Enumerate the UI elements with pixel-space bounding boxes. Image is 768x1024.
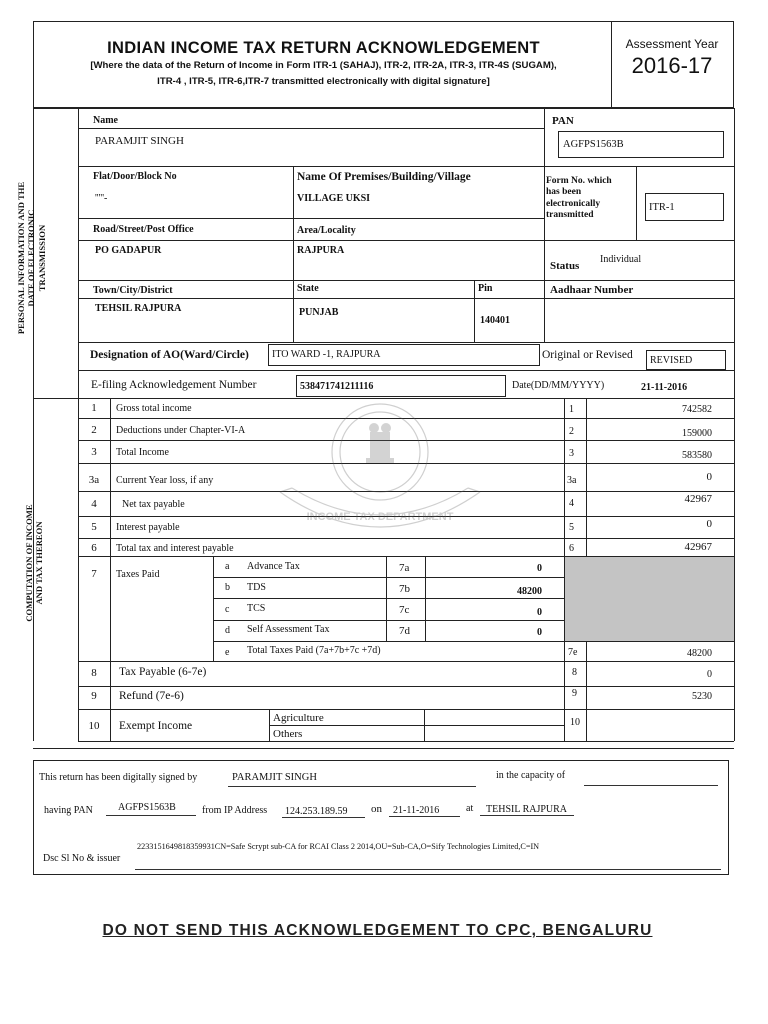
flat-value: '''''- (95, 193, 108, 204)
status-label: Status (550, 260, 580, 272)
exempt-agriculture: Agriculture (273, 712, 324, 724)
right-border (734, 108, 735, 741)
row-ref: 3 (569, 448, 574, 459)
grid-line (213, 641, 734, 642)
signed-by-label: This return has been digitally signed by (39, 772, 198, 783)
pan-label: PAN (552, 115, 574, 127)
aadhaar-label: Aadhaar Number (550, 284, 634, 296)
item-label: TDS (247, 582, 266, 593)
grid-line (78, 128, 544, 129)
taxes-paid-label: Taxes Paid (116, 569, 160, 580)
row-ref: 1 (569, 404, 574, 415)
row-value: 0 (707, 669, 712, 680)
row-no: 1 (91, 402, 97, 414)
row-label: Deductions under Chapter-VI-A (116, 425, 246, 436)
row-label: Refund (7e-6) (119, 690, 184, 702)
total-label: Total Taxes Paid (7a+7b+7c +7d) (247, 645, 381, 656)
side-label-personal: PERSONAL INFORMATION AND THE DATE OF ELECTRONIC TRANSMISSION (16, 181, 47, 335)
item-letter: c (225, 604, 230, 615)
total-letter: e (225, 647, 230, 658)
ip-underline (282, 817, 365, 818)
grid-line (213, 577, 564, 578)
date-label: Date(DD/MM/YYYY) (512, 380, 605, 391)
signature-pan: AGFPS1563B (118, 802, 176, 813)
grid-line (110, 398, 111, 741)
orig-rev-value: REVISED (650, 355, 693, 366)
state-label: State (297, 283, 319, 294)
assessment-year-label: Assessment Year (625, 37, 719, 51)
efiling-label: E-filing Acknowledgement Number (91, 379, 257, 391)
capacity-underline (584, 785, 718, 786)
page-title: INDIAN INCOME TAX RETURN ACKNOWLEDGEMENT (107, 39, 540, 57)
status-value: Individual (600, 254, 642, 265)
assessment-year: 2016-17 (631, 53, 713, 78)
grid-line (78, 661, 734, 662)
on-label: on (371, 803, 382, 815)
item-letter: a (225, 561, 230, 572)
row-no: 9 (91, 690, 97, 702)
page-subtitle-line1: [Where the data of the Return of Income in Form ITR-1 (SAHAJ), ITR-2, ITR-2A, ITR-3, ITR-4S (SUGAM), (90, 60, 557, 71)
ip-value: 124.253.189.59 (285, 806, 348, 817)
area-label: Area/Locality (297, 225, 356, 236)
item-value: 0 (537, 627, 542, 638)
row-no: 10 (88, 720, 100, 732)
ao-label: Designation of AO(Ward/Circle) (90, 349, 249, 361)
row-value: 583580 (682, 450, 712, 461)
row-label: Net tax payable (122, 499, 185, 510)
row-label: Exempt Income (119, 720, 193, 732)
taxes-paid-no: 7 (91, 568, 97, 580)
row-value: 742582 (682, 404, 712, 415)
grid-line (78, 370, 734, 371)
row-ref: 3a (567, 475, 577, 486)
side-label-computation: COMPUTATION OF INCOME AND TAX THEREON (24, 504, 45, 622)
row-value: 42967 (684, 493, 712, 505)
row-label: Tax Payable (6-7e) (119, 666, 207, 678)
signed-by-underline (228, 786, 476, 787)
grid-line (544, 108, 545, 342)
area-value: RAJPURA (297, 245, 345, 256)
form-no-value: ITR-1 (649, 202, 675, 213)
name-label: Name (93, 115, 118, 126)
grid-line (78, 218, 544, 219)
item-label: Self Assessment Tax (247, 624, 330, 635)
pin-label: Pin (478, 283, 493, 294)
item-value: 48200 (517, 586, 542, 597)
state-value: PUNJAB (299, 307, 339, 318)
grid-line (269, 725, 564, 726)
row-no: 8 (91, 667, 97, 679)
exempt-others: Others (273, 728, 303, 740)
item-ref: 7b (399, 583, 410, 595)
ao-value: ITO WARD -1, RAJPURA (272, 349, 381, 360)
grid-line (544, 240, 734, 241)
premises-label: Name Of Premises/Building/Village (297, 171, 471, 183)
row-label: Gross total income (116, 403, 192, 414)
row-value: 0 (706, 471, 712, 483)
grid-line (78, 709, 734, 710)
dsc-underline (135, 869, 721, 870)
row-ref: 10 (570, 717, 580, 728)
town-value: TEHSIL RAJPURA (95, 303, 182, 314)
grid-line (636, 166, 637, 240)
row-no: 5 (91, 521, 97, 533)
row-ref: 9 (572, 688, 577, 699)
date-underline (389, 816, 460, 817)
row-ref: 2 (569, 426, 574, 437)
item-ref: 7d (399, 625, 410, 637)
row-no: 3 (91, 446, 97, 458)
ip-label: from IP Address (202, 805, 268, 816)
premises-value: VILLAGE UKSI (297, 193, 371, 204)
pan-underline (106, 815, 196, 816)
orig-rev-label: Original or Revised (542, 349, 633, 361)
row-ref: 6 (569, 543, 574, 554)
capacity-label: in the capacity of (496, 770, 566, 781)
efiling-value: 538471741211116 (300, 381, 374, 392)
income-tax-emblem-watermark (270, 392, 490, 552)
total-ref: 7e (568, 647, 578, 658)
item-letter: d (225, 625, 230, 636)
grid-line (78, 741, 734, 742)
row-no: 2 (91, 424, 97, 436)
section-separator (33, 748, 734, 749)
row-value: 159000 (682, 428, 712, 439)
pan-value: AGFPS1563B (563, 139, 624, 150)
row-ref: 4 (569, 498, 574, 509)
page-subtitle-line2: ITR-4 , ITR-5, ITR-6,ITR-7 transmitted electronically with digital signature] (157, 76, 490, 87)
row-label: Current Year loss, if any (116, 475, 214, 486)
item-label: TCS (247, 603, 266, 614)
signed-by-value: PARAMJIT SINGH (232, 772, 317, 783)
row-label: Interest payable (116, 522, 180, 533)
place-underline (480, 815, 574, 816)
item-ref: 7c (399, 604, 410, 616)
date-value: 21-11-2016 (641, 382, 688, 393)
grid-line (213, 620, 564, 621)
row-value: 0 (706, 518, 712, 530)
item-value: 0 (537, 607, 542, 618)
footer-notice: DO NOT SEND THIS ACKNOWLEDGEMENT TO CPC, BENGALURU (102, 922, 653, 939)
item-letter: b (225, 582, 230, 593)
flat-label: Flat/Door/Block No (93, 171, 177, 182)
row-no: 6 (91, 542, 97, 554)
item-value: 0 (537, 563, 542, 574)
row-ref: 8 (572, 667, 577, 678)
dsc-label: Dsc Sl No & issuer (43, 853, 121, 864)
signature-date: 21-11-2016 (393, 805, 440, 816)
name-value: PARAMJIT SINGH (95, 135, 184, 147)
town-label: Town/City/District (93, 285, 173, 296)
row-no: 4 (91, 498, 97, 510)
grid-line (78, 298, 734, 299)
grid-line (78, 342, 734, 343)
grid-line (33, 108, 734, 109)
road-value: PO GADAPUR (95, 245, 162, 256)
grid-line (213, 598, 564, 599)
signature-place: TEHSIL RAJPURA (486, 804, 568, 815)
item-ref: 7a (399, 562, 410, 574)
at-label: at (466, 803, 474, 814)
total-value: 48200 (687, 648, 712, 659)
item-label: Advance Tax (247, 561, 300, 572)
grid-line (78, 240, 544, 241)
row-value: 42967 (684, 541, 712, 553)
grid-line (293, 166, 294, 342)
row-label: Total tax and interest payable (116, 543, 234, 554)
road-label: Road/Street/Post Office (93, 224, 194, 235)
row-label: Total Income (116, 447, 169, 458)
taxes-paid-shade (565, 557, 734, 641)
grid-line (213, 556, 214, 661)
grid-line (78, 280, 734, 281)
having-pan-label: having PAN (44, 805, 93, 816)
dsc-value: 2233151649818359931CN=Safe Scrypt sub-CA for RCAI Class 2 2014,OU=Sub-CA,O=Sify Technologies Limited,C=IN (137, 842, 540, 851)
row-value: 5230 (692, 691, 712, 702)
watermark-text: INCOME TAX DEPARTMENT (306, 511, 454, 523)
pin-value: 140401 (480, 315, 510, 326)
form-no-label: Form No. which has been electronically transmitted (546, 176, 612, 221)
grid-line (474, 280, 475, 342)
row-ref: 5 (569, 522, 574, 533)
row-no: 3a (88, 474, 100, 486)
grid-line (78, 686, 734, 687)
